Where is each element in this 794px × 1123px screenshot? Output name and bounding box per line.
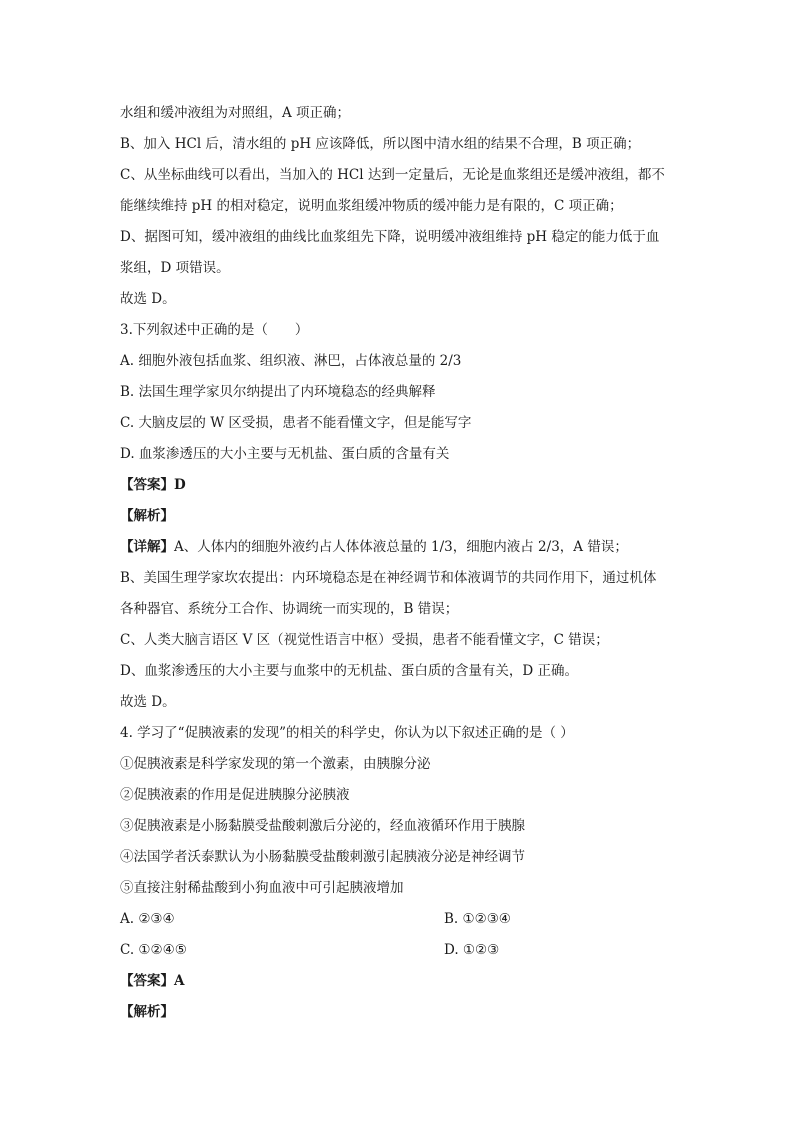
option-c: C. 大脑皮层的 W 区受损，患者不能看懂文字，但是能写字 — [120, 415, 472, 431]
detail-line: 各种器官、系统分工合作、协调统一而实现的，B 错误； — [120, 601, 459, 617]
question-3 — [120, 315, 680, 718]
detail-label: 【详解】 — [120, 539, 174, 555]
detail-text: A、人体内的细胞外液约占人体体液总量的 1/3，细胞内液占 2/3，A 错误； — [174, 539, 628, 555]
detail-line: 故选 D。 — [120, 694, 176, 710]
analysis-label: 【解析】 — [120, 1004, 174, 1020]
option-c: C. ①②④⑤ — [120, 942, 187, 958]
text-line: B、加入 HCl 后，清水组的 pH 应该降低，所以图中清水组的结果不合理，B 项正确； — [120, 136, 641, 152]
previous-explanation — [120, 98, 680, 315]
text-line: 能继续维持 pH 的相对稳定，说明血浆组缓冲物质的缓冲能力是有限的，C 项正确； — [120, 198, 623, 214]
option-b: B. ①②③④ — [444, 911, 511, 927]
option-a: A. ②③④ — [120, 911, 175, 927]
analysis-label: 【解析】 — [120, 508, 174, 524]
statement-item: ③促胰液素是小肠黏膜受盐酸刺激后分泌的，经血液循环作用于胰腺 — [120, 818, 525, 834]
detail-line — [120, 532, 680, 563]
option-a: A. 细胞外液包括血浆、组织液、淋巴，占体液总量的 2/3 — [120, 353, 462, 369]
text-line: 故选 D。 — [120, 291, 176, 307]
option-d: D. 血浆渗透压的大小主要与无机盐、蛋白质的含量有关 — [120, 446, 450, 462]
detail-line: D、血浆渗透压的大小主要与血浆中的无机盐、蛋白质的含量有关，D 正确。 — [120, 663, 578, 679]
text-line: D、据图可知，缓冲液组的曲线比血浆组先下降，说明缓冲液组维持 pH 稳定的能力低于血 — [120, 229, 660, 245]
question-4 — [120, 718, 680, 1028]
options-row — [120, 904, 680, 935]
question-stem: 3.下列叙述中正确的是（ ） — [120, 322, 309, 338]
answer-line: 【答案】D — [120, 477, 186, 493]
statement-item: ⑤直接注射稀盐酸到小狗血液中可引起胰液增加 — [120, 880, 404, 896]
statement-item: ②促胰液素的作用是促进胰腺分泌胰液 — [120, 787, 350, 803]
detail-line: C、人类大脑言语区 V 区（视觉性语言中枢）受损，患者不能看懂文字，C 错误； — [120, 632, 609, 648]
option-d: D. ①②③ — [444, 942, 500, 958]
answer-line: 【答案】A — [120, 973, 185, 989]
statement-item: ①促胰液素是科学家发现的第一个激素，由胰腺分泌 — [120, 756, 431, 772]
text-line: C、从坐标曲线可以看出，当加入的 HCl 达到一定量后，无论是血浆组还是缓冲液组，都不 — [120, 167, 665, 183]
detail-line: B、美国生理学家坎农提出：内环境稳态是在神经调节和体液调节的共同作用下，通过机体 — [120, 570, 657, 586]
option-b: B. 法国生理学家贝尔纳提出了内环境稳态的经典解释 — [120, 384, 436, 400]
text-line: 浆组，D 项错误。 — [120, 260, 230, 276]
text-line: 水组和缓冲液组为对照组，A 项正确； — [120, 105, 351, 121]
statement-item: ④法国学者沃泰默认为小肠黏膜受盐酸刺激引起胰液分泌是神经调节 — [120, 849, 525, 865]
document-page — [120, 98, 680, 1028]
options-row — [120, 935, 680, 966]
question-stem: 4. 学习了“促胰液素的发现”的相关的科学史，你认为以下叙述正确的是（ ） — [120, 725, 574, 741]
